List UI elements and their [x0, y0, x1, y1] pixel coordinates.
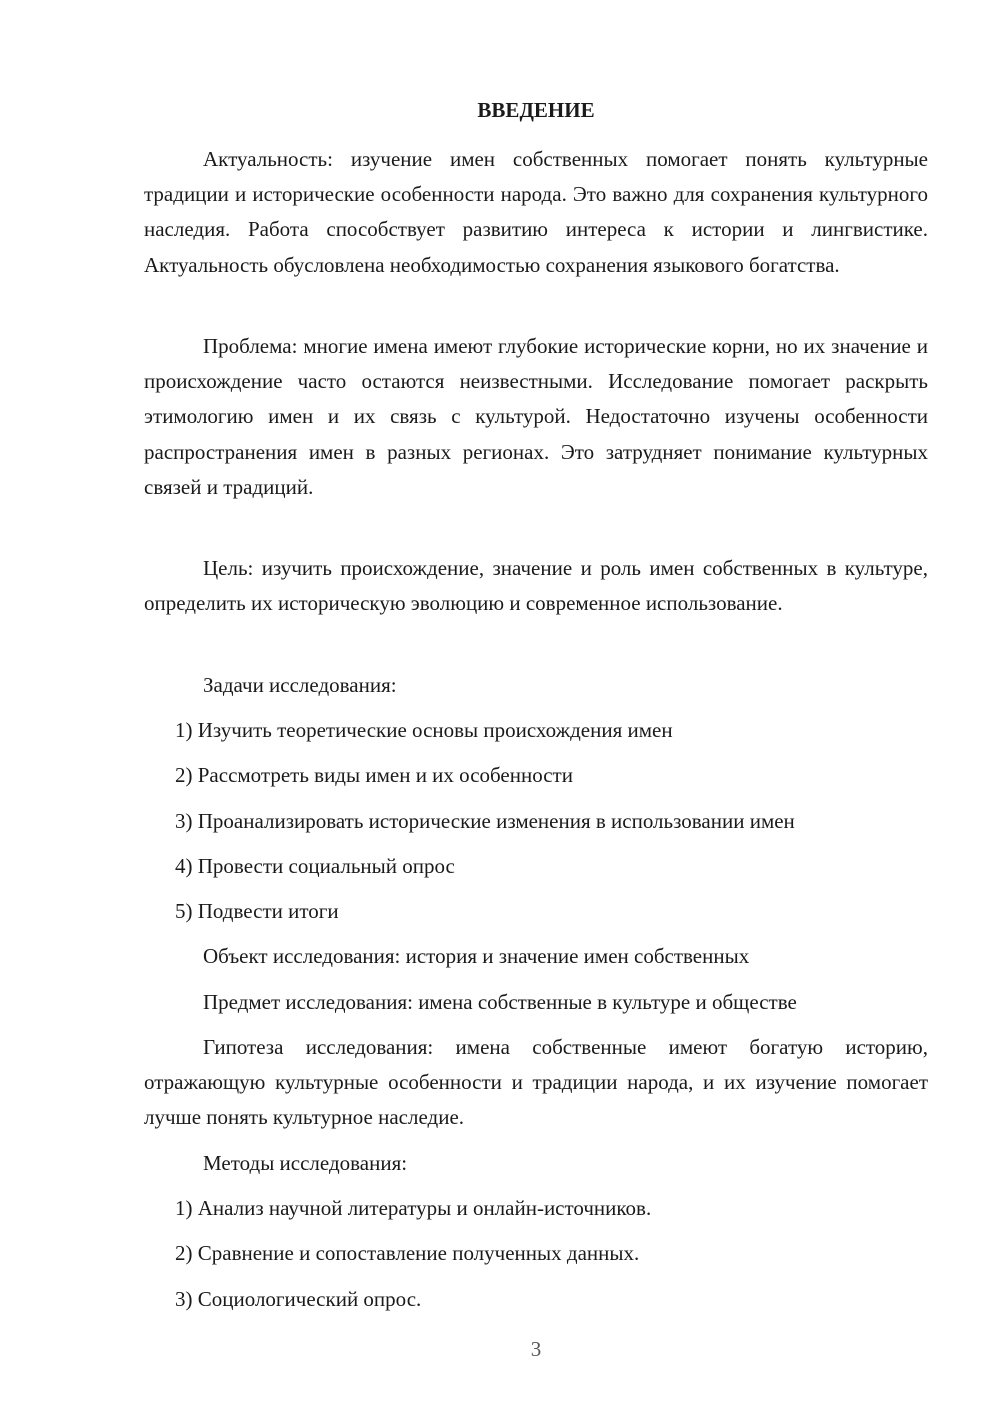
task-item-3: 3) Проанализировать исторические изменения в использовании имен: [175, 809, 795, 833]
page-number: 3: [530, 1337, 542, 1361]
hypothesis-paragraph: Гипотеза исследования: имена собственные имеют богатую историю, отражающую культурные особенности и традиции народа, и их изучение помогает лучше понять культурное наследие.: [144, 1035, 928, 1130]
tasks-title: Задачи исследования:: [203, 673, 397, 697]
subject-line: Предмет исследования: имена собственные в культуре и обществе: [203, 990, 797, 1014]
section-heading: ВВЕДЕНИЕ: [477, 98, 595, 122]
task-item-2: 2) Рассмотреть виды имен и их особенности: [175, 763, 573, 787]
method-item-2: 2) Сравнение и сопоставление полученных данных.: [175, 1241, 640, 1265]
task-item-4: 4) Провести социальный опрос: [175, 854, 455, 878]
goal-paragraph: Цель: изучить происхождение, значение и роль имен собственных в культуре, определить их историческую эволюцию и современное использование.: [144, 556, 928, 616]
methods-title: Методы исследования:: [203, 1151, 408, 1175]
method-item-3: 3) Социологический опрос.: [175, 1287, 422, 1311]
task-item-1: 1) Изучить теоретические основы происхождения имен: [175, 718, 673, 742]
problem-paragraph: Проблема: многие имена имеют глубокие исторические корни, но их значение и происхождение часто остаются неизвестными. Исследование помогает раскрыть этимологию имен и их связь с культурой. Недостаточно изучены особенности распространения имен в разных регионах. Это затрудняет понимание культурных связей и традиций.: [144, 334, 928, 499]
relevance-paragraph: Актуальность: изучение имен собственных помогает понять культурные традиции и исторические особенности народа. Это важно для сохранения культурного наследия. Работа способствует развитию интереса к истории и лингвистике. Актуальность обусловлена необходимостью сохранения языкового богатства.: [144, 147, 928, 277]
task-item-5: 5) Подвести итоги: [175, 899, 339, 923]
object-line: Объект исследования: история и значение имен собственных: [203, 944, 750, 968]
method-item-1: 1) Анализ научной литературы и онлайн-источников.: [175, 1196, 652, 1220]
